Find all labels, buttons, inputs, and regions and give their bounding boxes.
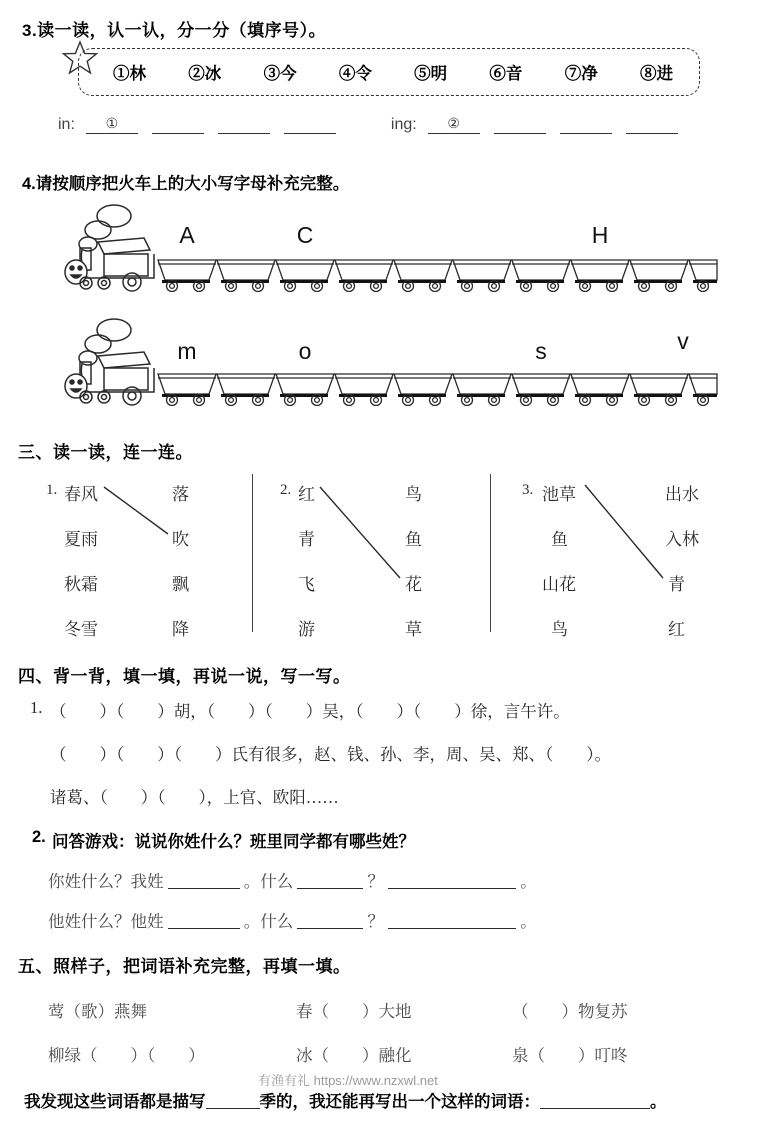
word-chip: ⑤明	[414, 65, 448, 83]
dialog-text: 。	[520, 912, 537, 931]
extra-word-blank[interactable]	[540, 1094, 650, 1109]
section-four-heading: 四、背一背，填一填，再说一说，写一写。	[18, 667, 351, 686]
word-chip: ②冰	[188, 65, 222, 83]
word-chip: ④令	[338, 65, 372, 83]
train-letter: H	[591, 222, 609, 248]
dialog-text: 你姓什么？我姓	[48, 872, 164, 891]
train-letter: o	[298, 338, 312, 364]
match-right-item[interactable]: 降	[172, 620, 189, 639]
idiom-cell[interactable]: 柳绿（ ）（ ）	[48, 1046, 205, 1065]
group-index: 2.	[280, 482, 292, 498]
dialog-row-1	[48, 868, 537, 892]
match-right-item[interactable]: 入林	[665, 530, 699, 549]
word-chip: ③今	[263, 65, 297, 83]
surname-line-2[interactable]: （ ）（ ）（ ）氏有很多，赵、钱、孙、李，周、吴、郑、（ ）。	[50, 745, 611, 764]
dialog-blank[interactable]	[297, 874, 363, 889]
word-chip: ⑦净	[564, 65, 598, 83]
season-blank[interactable]	[206, 1094, 260, 1109]
idiom-cell[interactable]: 莺（歌）燕舞	[48, 1002, 147, 1021]
dialog-text: ？	[367, 872, 384, 891]
dialog-blank[interactable]	[388, 874, 516, 889]
match-left-item[interactable]: 秋霜	[64, 575, 98, 594]
final-text: 季的，我还能再写出一个这样的词语：	[259, 1093, 540, 1111]
final-reflection-row	[24, 1088, 667, 1112]
match-left-item[interactable]: 青	[298, 530, 315, 549]
idiom-cell[interactable]: 泉（ ）叮咚	[512, 1046, 628, 1065]
match-right-item[interactable]: 吹	[172, 530, 189, 549]
match-left-item[interactable]: 鸟	[551, 620, 568, 639]
dialog-text: 。什么	[243, 912, 294, 931]
question-3-heading: 3.读一读，认一认，分一分（填序号）。	[22, 21, 327, 40]
match-right-item[interactable]: 青	[668, 575, 685, 594]
match-left-item[interactable]: 冬雪	[64, 620, 98, 639]
match-left-item[interactable]: 夏雨	[64, 530, 98, 549]
train-letter: A	[179, 222, 195, 248]
dialog-text: 。什么	[243, 872, 294, 891]
match-right-item[interactable]: 鸟	[405, 485, 422, 504]
dialog-text: 。	[520, 872, 537, 891]
train-letter: s	[535, 338, 547, 364]
surname-line-3[interactable]: 诸葛、（ ）（ ），上官、欧阳……	[50, 788, 339, 807]
dialog-blank[interactable]	[168, 874, 240, 889]
question-4-heading: 4.请按顺序把火车上的大小写字母补充完整。	[22, 175, 350, 193]
match-left-item[interactable]: 游	[298, 620, 315, 639]
item-index: 1.	[30, 698, 43, 717]
match-right-item[interactable]: 花	[405, 575, 422, 594]
match-left-item[interactable]: 鱼	[551, 530, 568, 549]
surname-line-1[interactable]: （ ）（ ）胡，（ ）（ ）吴，（ ）（ ）徐，言午许。	[50, 702, 570, 721]
dialog-blank[interactable]	[297, 914, 363, 929]
watermark: 有渔有礼 https://www.nzxwl.net	[258, 1073, 438, 1088]
idiom-cell[interactable]: （ ）物复苏	[512, 1002, 628, 1021]
answer-blank-filled[interactable]: ②	[428, 117, 480, 134]
dialog-text: 他姓什么？他姓	[48, 912, 164, 931]
dialog-game-prompt: 问答游戏：说说你姓什么？班里同学都有哪些姓？	[52, 833, 415, 851]
word-chip: ①林	[113, 65, 146, 83]
match-right-item[interactable]: 红	[668, 620, 685, 639]
dialog-text: ？	[367, 912, 384, 931]
match-left-item[interactable]: 春风	[64, 485, 98, 504]
final-text: 我发现这些词语都是描写	[24, 1093, 206, 1111]
final-text: 。	[650, 1093, 667, 1111]
group-index: 3.	[522, 482, 534, 498]
dialog-blank[interactable]	[388, 914, 516, 929]
pinyin-label-in: in:	[58, 116, 75, 133]
train-letter: C	[296, 222, 314, 248]
train-letter: v	[677, 328, 689, 354]
match-right-item[interactable]: 落	[172, 485, 189, 504]
match-left-item[interactable]: 红	[298, 485, 315, 504]
match-left-item[interactable]: 池草	[542, 485, 576, 504]
section-five-heading: 五、照样子，把词语补充完整，再填一填。	[18, 957, 351, 976]
group-index: 1.	[46, 482, 58, 498]
word-chip: ⑥音	[489, 65, 523, 83]
dialog-row-2	[48, 908, 537, 932]
word-chip: ⑧进	[639, 65, 673, 83]
section-three-heading: 三、读一读，连一连。	[18, 443, 193, 462]
train-letter: m	[177, 338, 197, 364]
answer-blank-filled[interactable]: ①	[86, 117, 138, 134]
pinyin-label-ing: ing:	[390, 116, 417, 133]
dialog-blank[interactable]	[168, 914, 240, 929]
match-right-item[interactable]: 草	[405, 620, 422, 639]
idiom-cell[interactable]: 冰（ ）融化	[296, 1046, 412, 1065]
match-right-item[interactable]: 出水	[665, 485, 699, 504]
idiom-cell[interactable]: 春（ ）大地	[296, 1002, 412, 1021]
match-left-item[interactable]: 飞	[298, 575, 315, 594]
match-right-item[interactable]: 飘	[172, 575, 189, 594]
match-right-item[interactable]: 鱼	[405, 530, 422, 549]
item-index: 2.	[32, 828, 46, 846]
match-left-item[interactable]: 山花	[542, 575, 576, 594]
